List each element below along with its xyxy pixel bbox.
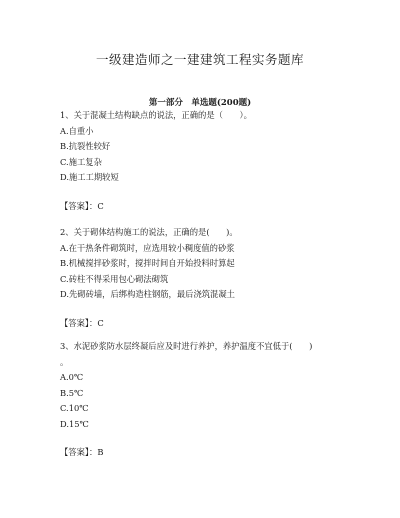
option-b: B.5℃ xyxy=(60,387,84,398)
option-d: D.15℃ xyxy=(60,418,89,429)
option-a: A.自重小 xyxy=(60,125,94,136)
answer-line: 【答案】：B xyxy=(60,447,104,457)
answer-line: 【答案】：C xyxy=(60,317,104,328)
option-c: C.施工复杂 xyxy=(60,156,102,167)
section-heading: 第一部分 单选题(200题) xyxy=(148,98,252,108)
question-stem: 3、水泥砂浆防水层终凝后应及时进行养护，养护温度不宜低于( ) xyxy=(60,341,313,351)
question-stem: 2、关于砌体结构施工的说法，正确的是( )。 xyxy=(60,227,238,237)
option-b: B.机械搅拌砂浆时，搅拌时间自开始投料时算起 xyxy=(60,258,235,268)
document-title: 一级建造师之一建建筑工程实务题库 xyxy=(95,52,304,67)
option-c: C.10℃ xyxy=(60,403,89,413)
question-3 xyxy=(60,339,360,461)
question-2 xyxy=(60,225,360,331)
option-b: B.抗裂性较好 xyxy=(60,141,111,151)
question-stem-continuation: 。 xyxy=(60,356,69,367)
option-c: C.砖柱不得采用包心砌法砌筑 xyxy=(60,273,169,284)
question-stem: 1、关于混凝土结构缺点的说法，正确的是（ ）。 xyxy=(60,110,252,120)
answer-line: 【答案】：C xyxy=(60,200,104,211)
question-1 xyxy=(60,108,360,214)
option-a: A.0℃ xyxy=(60,372,84,382)
option-d: D.施工工期较短 xyxy=(60,172,119,182)
option-a: A.在干热条件砌筑时，应选用较小稠度值的砂浆 xyxy=(60,242,235,253)
option-d: D.先砌砖墙，后绑构造柱钢筋，最后浇筑混凝土 xyxy=(60,289,235,299)
